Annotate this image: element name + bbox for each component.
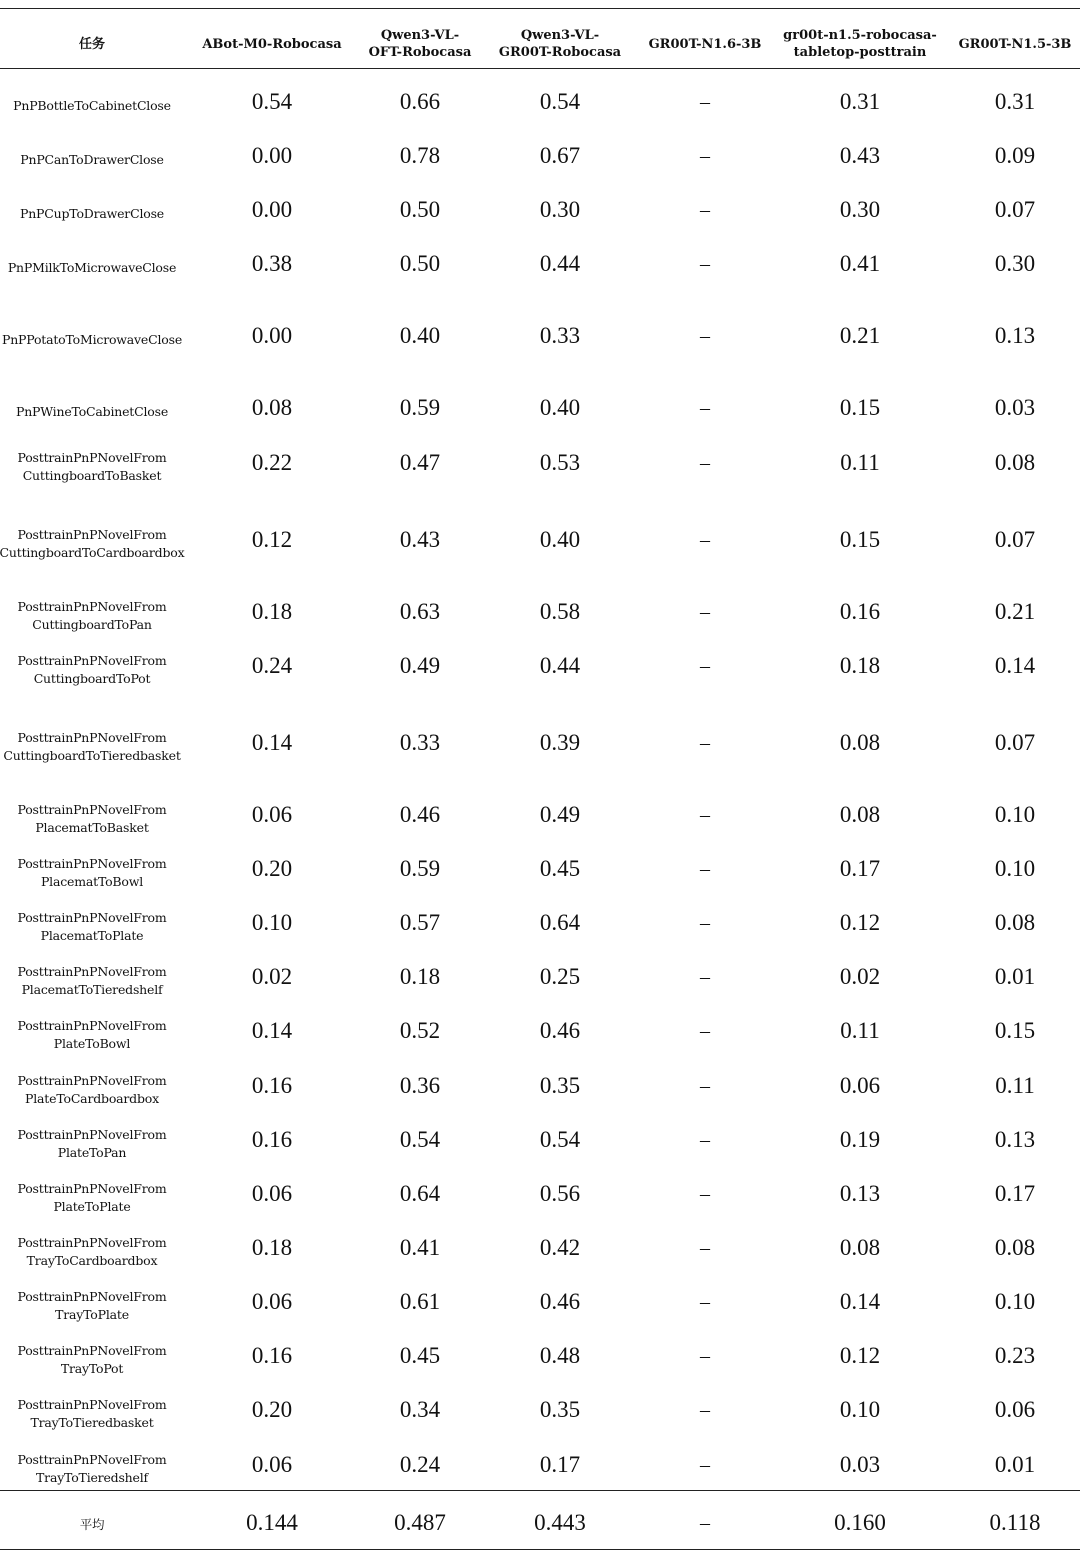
task-name-cell: PosttrainPnPNovelFrom CuttingboardToTieredbasket (3, 730, 181, 763)
value-cell: 0.54 (251, 89, 293, 114)
value-cell: 0.17 (994, 1181, 1036, 1206)
value-cell: 0.02 (251, 964, 293, 989)
value-cell: 0.19 (839, 1127, 881, 1152)
value-cell: – (700, 199, 710, 221)
value-cell: – (700, 325, 710, 347)
value-cell: 0.67 (539, 143, 581, 168)
value-cell: 0.02 (839, 964, 881, 989)
table-top-rule (0, 8, 1080, 9)
value-cell: 0.54 (539, 89, 581, 114)
column-header: GR00T-N1.6-3B (648, 36, 762, 52)
value-cell: 0.16 (251, 1073, 293, 1098)
value-cell: 0.78 (399, 143, 441, 168)
value-cell: 0.08 (994, 1235, 1036, 1260)
task-name-cell: PnPCanToDrawerClose (20, 152, 164, 167)
value-cell: – (700, 253, 710, 275)
value-cell: 0.08 (839, 802, 881, 827)
value-cell: – (700, 397, 710, 419)
average-value-cell: 0.144 (246, 1510, 298, 1535)
value-cell: 0.59 (399, 395, 441, 420)
column-header: GR00T-N1.5-3B (958, 36, 1072, 52)
value-cell: – (700, 858, 710, 880)
task-name-cell: PosttrainPnPNovelFrom PlacematToPlate (17, 910, 167, 943)
value-cell: 0.14 (251, 1018, 293, 1043)
value-cell: 0.33 (399, 730, 441, 755)
value-cell: 0.23 (994, 1343, 1036, 1368)
value-cell: 0.12 (839, 1343, 881, 1368)
table-bottom-rule (0, 1549, 1080, 1550)
value-cell: 0.09 (994, 143, 1036, 168)
value-cell: 0.52 (399, 1018, 441, 1043)
value-cell: 0.06 (994, 1397, 1036, 1422)
value-cell: 0.66 (399, 89, 441, 114)
value-cell: 0.01 (994, 964, 1036, 989)
task-name-cell: PnPWineToCabinetClose (15, 404, 169, 419)
value-cell: – (700, 1129, 710, 1151)
task-name-cell: PnPBottleToCabinetClose (13, 98, 171, 113)
average-value-cell: – (700, 1512, 710, 1534)
task-name-cell: PosttrainPnPNovelFrom TrayToPlate (17, 1289, 167, 1322)
task-name-cell: PosttrainPnPNovelFrom TrayToPot (17, 1343, 167, 1376)
value-cell: 0.10 (994, 802, 1036, 827)
value-cell: 0.03 (839, 1452, 881, 1477)
value-cell: 0.43 (839, 143, 881, 168)
value-cell: 0.14 (994, 653, 1036, 678)
value-cell: 0.64 (539, 910, 581, 935)
value-cell: 0.11 (995, 1073, 1035, 1098)
value-cell: 0.44 (539, 251, 581, 276)
value-cell: 0.14 (839, 1289, 881, 1314)
value-cell: 0.24 (251, 653, 293, 678)
value-cell: 0.11 (840, 1018, 880, 1043)
value-cell: 0.59 (399, 856, 441, 881)
value-cell: 0.49 (399, 653, 441, 678)
task-name-cell: PnPMilkToMicrowaveClose (7, 260, 177, 275)
average-label: 平均 (79, 1517, 105, 1532)
value-cell: – (700, 966, 710, 988)
task-name-cell: PosttrainPnPNovelFrom TrayToTieredshelf (17, 1452, 167, 1485)
average-value-cell: 0.160 (834, 1510, 886, 1535)
value-cell: 0.57 (399, 910, 441, 935)
value-cell: 0.20 (251, 1397, 293, 1422)
value-cell: 0.01 (994, 1452, 1036, 1477)
average-value-cell: 0.443 (534, 1510, 586, 1535)
value-cell: 0.47 (399, 450, 441, 475)
value-cell: 0.31 (839, 89, 881, 114)
value-cell: 0.22 (251, 450, 293, 475)
value-cell: 0.64 (399, 1181, 441, 1206)
task-name-cell: PnPPotatoToMicrowaveClose (1, 332, 183, 347)
value-cell: 0.48 (539, 1343, 581, 1368)
value-cell: 0.36 (399, 1073, 441, 1098)
value-cell: 0.61 (399, 1289, 441, 1314)
value-cell: 0.03 (994, 395, 1036, 420)
value-cell: – (700, 601, 710, 623)
task-name-cell: PosttrainPnPNovelFrom PlacematToBowl (17, 856, 167, 889)
task-name-cell: PosttrainPnPNovelFrom CuttingboardToPot (17, 653, 167, 686)
value-cell: 0.56 (539, 1181, 581, 1206)
value-cell: – (700, 1020, 710, 1042)
value-cell: 0.11 (840, 450, 880, 475)
value-cell: 0.18 (251, 599, 293, 624)
column-header: Qwen3-VL- OFT-Robocasa (368, 28, 472, 60)
value-cell: 0.41 (399, 1235, 441, 1260)
value-cell: 0.45 (539, 856, 581, 881)
value-cell: 0.07 (994, 197, 1036, 222)
value-cell: – (700, 912, 710, 934)
task-name-cell: PosttrainPnPNovelFrom TrayToCardboardbox (17, 1235, 167, 1268)
value-cell: – (700, 1075, 710, 1097)
column-header: Qwen3-VL- GR00T-Robocasa (498, 28, 622, 60)
value-cell: – (700, 1399, 710, 1421)
column-header: ABot-M0-Robocasa (202, 36, 342, 52)
value-cell: 0.15 (839, 527, 881, 552)
task-name-cell: PosttrainPnPNovelFrom TrayToTieredbasket (17, 1397, 167, 1430)
value-cell: 0.00 (251, 323, 293, 348)
task-name-cell: PosttrainPnPNovelFrom PlateToCardboardbox (17, 1073, 167, 1106)
value-cell: 0.06 (251, 1289, 293, 1314)
value-cell: 0.10 (994, 856, 1036, 881)
task-name-cell: PosttrainPnPNovelFrom CuttingboardToBasket (17, 450, 167, 483)
value-cell: 0.46 (539, 1289, 581, 1314)
task-name-cell: PosttrainPnPNovelFrom PlacematToBasket (17, 802, 167, 835)
value-cell: 0.07 (994, 527, 1036, 552)
value-cell: 0.39 (539, 730, 581, 755)
task-name-cell: PosttrainPnPNovelFrom PlateToPlate (17, 1181, 167, 1214)
value-cell: 0.46 (539, 1018, 581, 1043)
value-cell: 0.10 (839, 1397, 881, 1422)
value-cell: – (700, 91, 710, 113)
value-cell: 0.35 (539, 1397, 581, 1422)
value-cell: 0.25 (539, 964, 581, 989)
value-cell: 0.18 (399, 964, 441, 989)
column-header: gr00t-n1.5-robocasa- tabletop-posttrain (783, 28, 937, 60)
value-cell: 0.63 (399, 599, 441, 624)
value-cell: 0.43 (399, 527, 441, 552)
value-cell: 0.24 (399, 1452, 441, 1477)
average-value-cell: 0.118 (989, 1510, 1041, 1535)
value-cell: 0.10 (251, 910, 293, 935)
value-cell: – (700, 1345, 710, 1367)
task-name-cell: PosttrainPnPNovelFrom CuttingboardToCardboardbox (0, 527, 185, 560)
task-name-cell: PnPCupToDrawerClose (19, 206, 164, 221)
value-cell: 0.34 (399, 1397, 441, 1422)
value-cell: – (700, 529, 710, 551)
value-cell: 0.50 (399, 197, 441, 222)
task-name-cell: PosttrainPnPNovelFrom CuttingboardToPan (17, 599, 167, 632)
value-cell: 0.21 (994, 599, 1036, 624)
value-cell: – (700, 1291, 710, 1313)
value-cell: – (700, 804, 710, 826)
average-value-cell: 0.487 (394, 1510, 446, 1535)
value-cell: 0.16 (251, 1127, 293, 1152)
value-cell: 0.30 (994, 251, 1036, 276)
value-cell: 0.15 (839, 395, 881, 420)
value-cell: 0.12 (839, 910, 881, 935)
value-cell: 0.49 (539, 802, 581, 827)
value-cell: 0.00 (251, 197, 293, 222)
value-cell: 0.18 (251, 1235, 293, 1260)
value-cell: 0.08 (994, 910, 1036, 935)
value-cell: 0.08 (839, 730, 881, 755)
value-cell: 0.06 (839, 1073, 881, 1098)
value-cell: 0.20 (251, 856, 293, 881)
value-cell: 0.38 (251, 251, 293, 276)
value-cell: – (700, 145, 710, 167)
value-cell: – (700, 655, 710, 677)
value-cell: 0.53 (539, 450, 581, 475)
value-cell: 0.42 (539, 1235, 581, 1260)
value-cell: 0.14 (251, 730, 293, 755)
value-cell: 0.16 (839, 599, 881, 624)
value-cell: 0.08 (994, 450, 1036, 475)
header-rule (0, 68, 1080, 69)
task-name-cell: PosttrainPnPNovelFrom PlacematToTieredshelf (17, 964, 167, 997)
value-cell: 0.44 (539, 653, 581, 678)
value-cell: 0.30 (839, 197, 881, 222)
task-name-cell: PosttrainPnPNovelFrom PlateToPan (17, 1127, 167, 1160)
value-cell: 0.40 (539, 527, 581, 552)
value-cell: 0.40 (539, 395, 581, 420)
value-cell: – (700, 452, 710, 474)
value-cell: 0.45 (399, 1343, 441, 1368)
value-cell: – (700, 732, 710, 754)
value-cell: 0.10 (994, 1289, 1036, 1314)
value-cell: 0.13 (994, 323, 1036, 348)
value-cell: 0.15 (994, 1018, 1036, 1043)
value-cell: – (700, 1237, 710, 1259)
value-cell: 0.17 (539, 1452, 581, 1477)
value-cell: 0.08 (839, 1235, 881, 1260)
value-cell: – (700, 1183, 710, 1205)
value-cell: 0.46 (399, 802, 441, 827)
value-cell: 0.17 (839, 856, 881, 881)
value-cell: 0.21 (839, 323, 881, 348)
value-cell: 0.33 (539, 323, 581, 348)
value-cell: 0.08 (251, 395, 293, 420)
value-cell: 0.41 (839, 251, 881, 276)
value-cell: 0.06 (251, 802, 293, 827)
value-cell: 0.13 (839, 1181, 881, 1206)
value-cell: 0.50 (399, 251, 441, 276)
value-cell: 0.18 (839, 653, 881, 678)
value-cell: 0.54 (399, 1127, 441, 1152)
value-cell: 0.58 (539, 599, 581, 624)
value-cell: 0.16 (251, 1343, 293, 1368)
value-cell: 0.13 (994, 1127, 1036, 1152)
value-cell: 0.54 (539, 1127, 581, 1152)
value-cell: – (700, 1454, 710, 1476)
value-cell: 0.30 (539, 197, 581, 222)
value-cell: 0.06 (251, 1181, 293, 1206)
value-cell: 0.12 (251, 527, 293, 552)
value-cell: 0.06 (251, 1452, 293, 1477)
task-name-cell: PosttrainPnPNovelFrom PlateToBowl (17, 1018, 167, 1051)
value-cell: 0.35 (539, 1073, 581, 1098)
value-cell: 0.31 (994, 89, 1036, 114)
column-header: 任务 (78, 36, 105, 52)
value-cell: 0.00 (251, 143, 293, 168)
value-cell: 0.07 (994, 730, 1036, 755)
value-cell: 0.40 (399, 323, 441, 348)
